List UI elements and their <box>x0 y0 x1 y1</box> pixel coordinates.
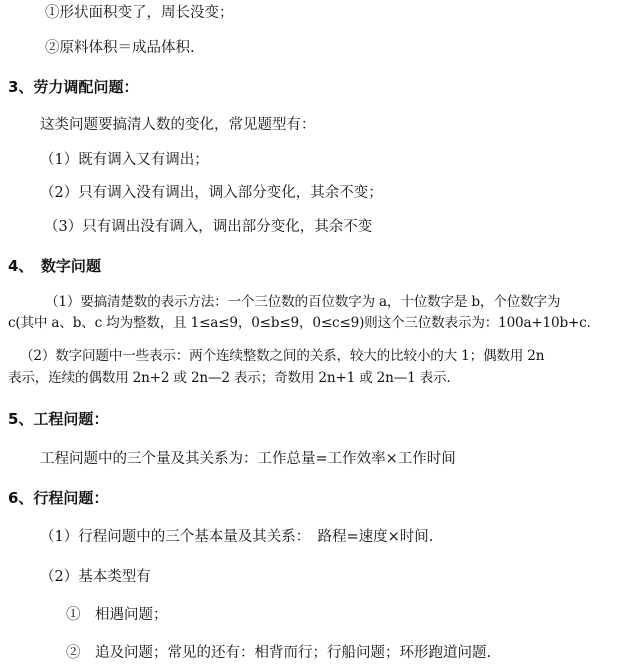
section-heading: 6、行程问题： <box>8 489 109 507</box>
text-line: 工程问题中的三个量及其关系为：工作总量=工作效率×工作时间 <box>40 451 456 467</box>
text-line: ① 相遇问题； <box>66 607 168 623</box>
text-line: （1）行程问题中的三个基本量及其关系： 路程=速度×时间. <box>40 529 434 545</box>
text-line: （2）数字问题中一些表示：两个连续整数之间的关系，较大的比较小的大 1；偶数用 2n <box>20 348 545 364</box>
text-line: （1）要搞清楚数的表示方法：一个三位数的百位数字为 a，十位数字是 b，个位数字为 <box>45 294 561 310</box>
text-line: （1）既有调入又有调出； <box>40 152 209 168</box>
text-line: ② 追及问题；常见的还有：相背而行；行船问题；环形跑道问题. <box>66 645 492 661</box>
text-line: （2）只有调入没有调出，调入部分变化，其余不变； <box>40 185 383 201</box>
text-line: c(其中 a、b、c 均为整数，且 1≤a≤9，0≤b≤9，0≤c≤9)则这个三位数表示为：100a+10b+c. <box>8 315 591 331</box>
text-line: ②原料体积＝成品体积. <box>45 40 195 56</box>
text-line: （2）基本类型有 <box>40 569 151 585</box>
text-line: 表示，连续的偶数用 2n+2 或 2n—2 表示；奇数用 2n+1 或 2n—1 表示. <box>8 370 451 386</box>
text-line: ①形状面积变了，周长没变； <box>45 5 234 21</box>
text-line: 这类问题要搞清人数的变化，常见题型有： <box>40 117 316 133</box>
section-heading: 3、劳力调配问题： <box>8 78 139 96</box>
text-line: （3）只有调出没有调入，调出部分变化，其余不变 <box>44 219 373 235</box>
section-heading: 4、 数字问题 <box>8 257 101 275</box>
section-heading: 5、工程问题： <box>8 410 109 428</box>
